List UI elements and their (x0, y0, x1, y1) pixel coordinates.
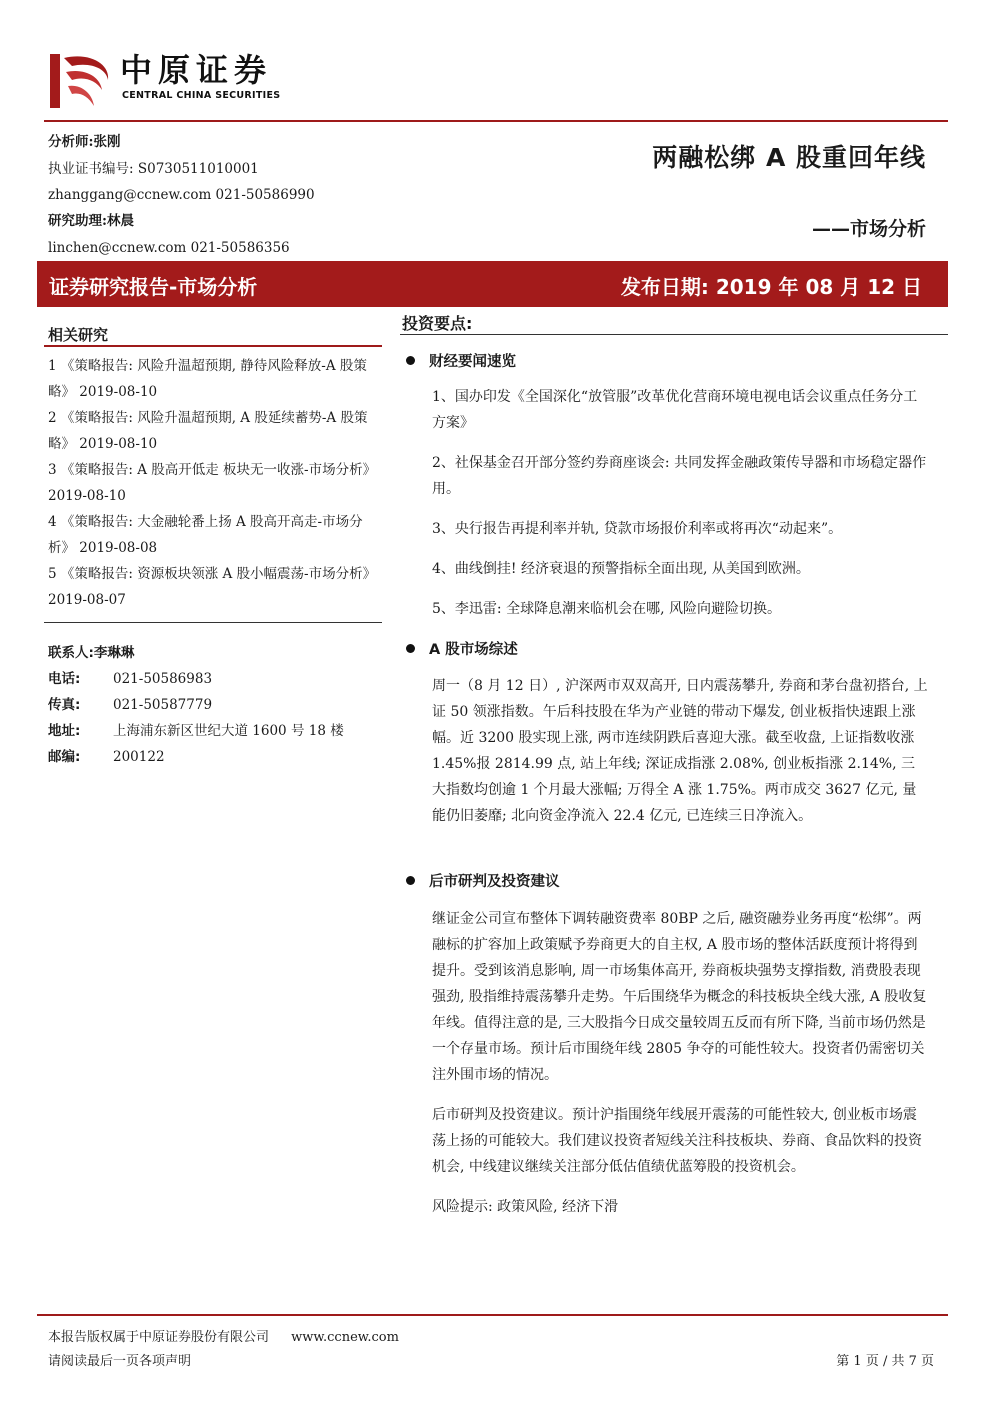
header-rule (44, 120, 948, 122)
key-points-title: 投资要点: (402, 314, 473, 333)
analyst-line (48, 133, 120, 151)
contact-fax-row (48, 692, 384, 718)
related-title: 相关研究 (48, 326, 109, 344)
contact-fax-label: 传真: (48, 697, 81, 713)
cert-line (48, 160, 259, 178)
cert-number: S0730511010001 (137, 161, 259, 177)
brand-name-en: CENTRAL CHINA SECURITIES (122, 90, 281, 101)
contact-phone-label: 电话: (48, 671, 81, 687)
report-banner (37, 261, 948, 307)
cert-label: 执业证书编号: (48, 161, 134, 177)
assistant-contact: linchen@ccnew.com 021-50586356 (48, 240, 290, 256)
footer-copyright (48, 1326, 399, 1345)
brand-name-cn: 中原证券 (120, 51, 273, 89)
contact-fax: 021-50587779 (113, 697, 213, 713)
bullet-icon (406, 644, 415, 653)
report-type: 证券研究报告-市场分析 (49, 275, 258, 299)
contact-person-row (48, 640, 384, 666)
related-item[interactable]: 3 《策略报告: A 股高开低走 板块无一收涨-市场分析》 2019-08-10 (48, 462, 377, 504)
analyst-label: 分析师: (48, 134, 94, 150)
outlook-section (432, 906, 928, 1220)
brand-logo-mark (50, 50, 112, 112)
assistant-label: 研究助理: (48, 213, 107, 229)
related-item[interactable]: 2 《策略报告: 风险升温超预期, A 股延续蓄势-A 股策略》 2019-08-10 (48, 410, 368, 452)
market-paragraph: 周一（8 月 12 日）, 沪深两市双双高开, 日内震荡攀升, 券商和茅台盘初搭台, 上证 50 领涨指数。午后科技股在华为产业链的带动下爆发, 创业板指快速跟上涨幅。近 3200 股实现上涨, 两市连续阴跌后喜迎大涨。截至收盘, 上证指数收涨 1.45%报 2814.99 点, 站上年线; 深证成指涨 2.08%, 创业板指涨 2.14%, 三大指数均创逾 1 个月最大涨幅; 万得全 A 涨 1.75%。两市成交 3627 亿元, 量能仍旧萎靡; 北向资金净流入 22.4 亿元, 已连续三日净流入。 (432, 678, 928, 824)
key-points-rule (400, 334, 948, 335)
report-subtitle: ——市场分析 (811, 218, 926, 240)
contact-person-label: 联系人: (48, 645, 94, 661)
page-number: 第 1 页 / 共 7 页 (836, 1354, 934, 1369)
contact-address: 上海浦东新区世纪大道 1600 号 18 楼 (113, 723, 344, 739)
related-list (48, 353, 384, 613)
news-item: 1、国办印发《全国深化“放管服”改革优化营商环境电视电话会议重点任务分工方案》 (432, 389, 918, 431)
news-item: 4、曲线倒挂! 经济衰退的预警指标全面出现, 从美国到欧洲。 (432, 561, 810, 577)
related-item[interactable]: 4 《策略报告: 大金融轮番上扬 A 股高开高走-市场分析》 2019-08-08 (48, 514, 363, 556)
outlook-paragraph-2: 后市研判及投资建议。预计沪指围绕年线展开震荡的可能性较大, 创业板市场震荡上扬的可能较大。我们建议投资者短线关注科技板块、券商、食品饮料的投资机会, 中线建议继续关注部分低估值绩优蓝筹股的投资机会。 (432, 1107, 922, 1175)
report-title: 两融松绑 A 股重回年线 (652, 143, 926, 172)
footer-notice: 请阅读最后一页各项声明 (48, 1354, 192, 1369)
news-list (432, 384, 928, 622)
contact-zip: 200122 (113, 749, 165, 765)
contact-zip-label: 邮编: (48, 749, 81, 765)
copyright-text: 本报告版权属于中原证券股份有限公司 (48, 1330, 270, 1345)
news-item: 3、央行报告再提利率并轨, 贷款市场报价利率或将再次“动起来”。 (432, 521, 843, 537)
news-title: 财经要闻速览 (429, 354, 516, 370)
news-item: 2、社保基金召开部分签约券商座谈会: 共同发挥金融政策传导器和市场稳定器作用。 (432, 455, 927, 497)
bullet-icon (406, 356, 415, 365)
related-rule (44, 345, 382, 347)
contact-address-label: 地址: (48, 723, 81, 739)
risk-note: 风险提示: 政策风险, 经济下滑 (432, 1199, 619, 1215)
contact-block (48, 640, 384, 770)
bullet-icon (406, 876, 415, 885)
contact-zip-row (48, 744, 384, 770)
news-heading (406, 350, 516, 371)
contact-phone: 021-50586983 (113, 671, 213, 687)
contact-person: 李琳琳 (93, 645, 135, 661)
market-heading (406, 638, 518, 659)
assistant-name: 林晨 (106, 213, 134, 229)
outlook-title: 后市研判及投资建议 (429, 874, 560, 890)
website-link[interactable]: www.ccnew.com (291, 1330, 399, 1345)
publish-date: 发布日期: 2019 年 08 月 12 日 (620, 275, 922, 299)
assistant-line (48, 212, 134, 230)
contact-phone-row (48, 666, 384, 692)
contact-address-row (48, 718, 384, 744)
analyst-contact: zhanggang@ccnew.com 021-50586990 (48, 187, 315, 203)
outlook-paragraph-1: 继证金公司宣布整体下调转融资费率 80BP 之后, 融资融券业务再度“松绑”。两融标的扩容加上政策赋予券商更大的自主权, A 股市场的整体活跃度预计将得到提升。受到该消息影响, 周一市场集体高开, 券商板块强势支撑指数, 消费股表现强劲, 股指维持震荡攀升走势。午后围绕华为概念的科技板块全线大涨, A 股收复年线。值得注意的是, 三大股指今日成交量较周五反而有所下降, 当前市场仍然是一个存量市场。预计后市围绕年线 2805 争夺的可能性较大。投资者仍需密切关注外围市场的情况。 (432, 911, 927, 1083)
analyst-name: 张刚 (93, 134, 121, 150)
news-item: 5、李迅雷: 全球降息潮来临机会在哪, 风险向避险切换。 (432, 601, 781, 617)
related-item[interactable]: 5 《策略报告: 资源板块领涨 A 股小幅震荡-市场分析》 2019-08-07 (48, 566, 377, 608)
footer-rule (37, 1314, 948, 1316)
market-summary (432, 673, 928, 829)
related-bottom-rule (44, 622, 382, 623)
related-item[interactable]: 1 《策略报告: 风险升温超预期, 静待风险释放-A 股策略》 2019-08-10 (48, 358, 367, 400)
outlook-heading (406, 870, 560, 891)
market-title: A 股市场综述 (429, 642, 518, 658)
